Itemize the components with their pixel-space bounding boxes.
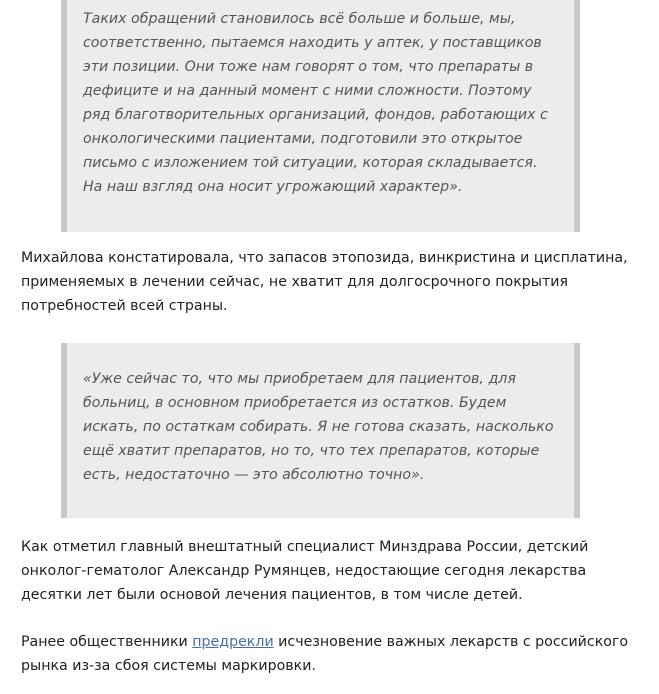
paragraph-3-text-after: исчезновение важных лекарств с российского рынка из-за сбоя системы маркировки.	[21, 634, 629, 674]
predrekli-link[interactable]: предрекли	[192, 634, 274, 650]
paragraph-1: Михайлова констатировала, что запасов этопозида, винкристина и цисплатина, применяемых в лечении сейчас, не хватит для долгосрочного покрытия потребностей всей страны.	[21, 250, 628, 314]
paragraph-3-text-before: Ранее общественники	[21, 634, 193, 650]
blockquote-1	[61, 0, 580, 232]
blockquote-2	[61, 343, 580, 518]
blockquote-1-text: Таких обращений становилось всё больше и больше, мы, соответственно, пытаемся находить у аптек, у поставщиков эти позиции. Они тоже нам говорят о том, что препараты в дефиците и на данный момент с ними сложности. Поэтому ряд благотворительных организаций, фондов, работающих с онкологическими пациентами, подготовили это открытое письмо с изложением той ситуации, которая складывается. На наш взгляд она носит угрожающий характер».	[83, 11, 548, 195]
paragraph-3	[21, 630, 641, 678]
paragraph-2: Как отметил главный внештатный специалист Минздрава России, детский онколог-гематолог Александр Румянцев, недостающие сегодня лекарства десятки лет были основой лечения пациентов, в том числе детей.	[21, 539, 589, 603]
blockquote-2-text: «Уже сейчас то, что мы приобретаем для пациентов, для больниц, в основном приобретается из остатков. Будем искать, по остаткам собирать. Я не готова сказать, насколько ещё хватит препаратов, но то, что тех препаратов, которые есть, недостаточно — это абсолютно точно».	[83, 371, 554, 483]
